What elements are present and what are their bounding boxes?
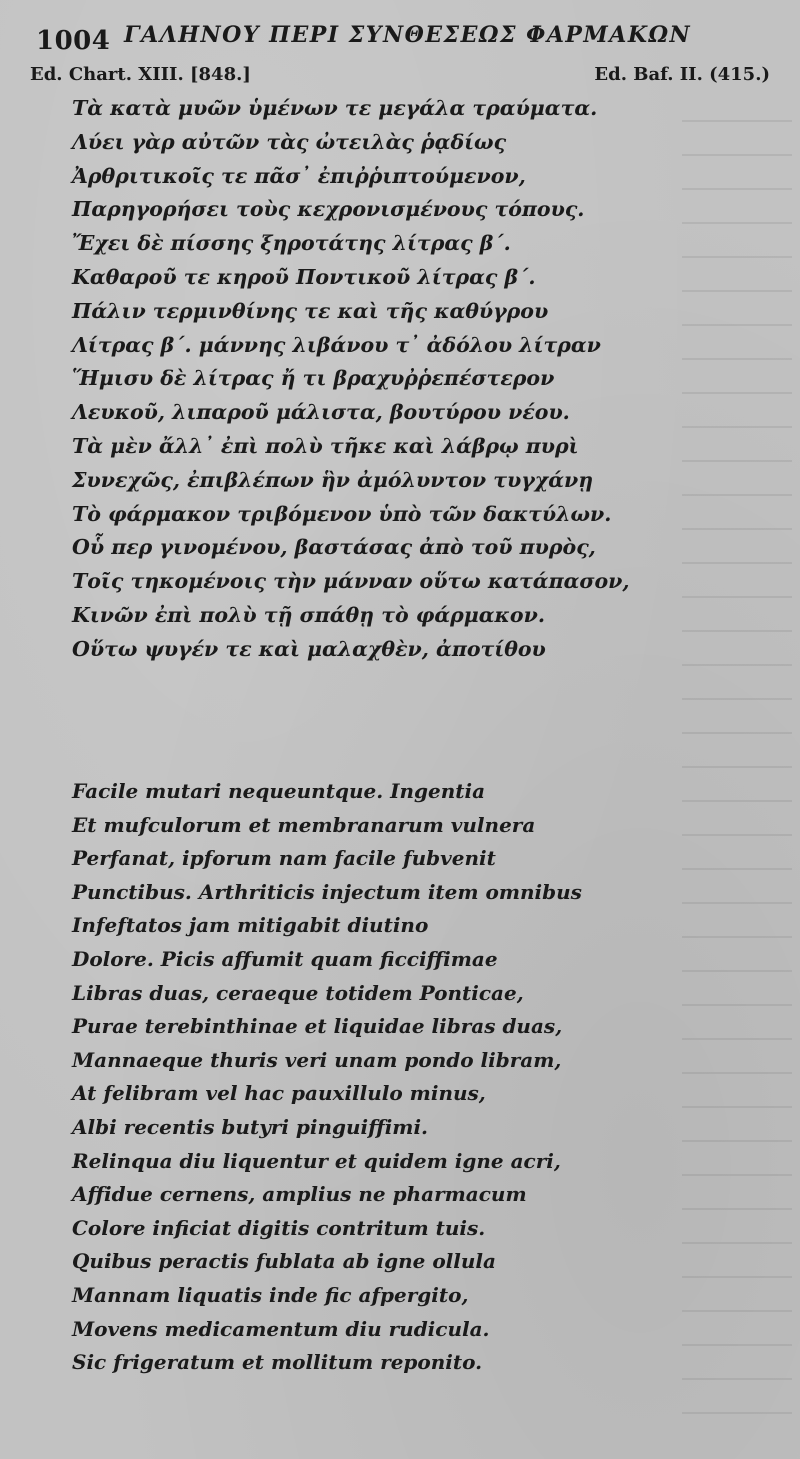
greek-verse-line: Τὰ κατὰ μυῶν ὑμένων τε μεγάλα τραύματα. — [72, 96, 598, 120]
latin-verse-line: Purae terebinthinae et liquidae libras duas, — [72, 1014, 563, 1039]
latin-verse-line: Punctibus. Arthriticis injectum item omnibus — [72, 879, 582, 904]
greek-verse-line: Λύει γὰρ αὐτῶν τὰς ὠτειλὰς ῥᾳδίως — [72, 129, 507, 154]
greek-verse-line: Συνεχῶς, ἐπιβλέπων ἣν ἀμόλυντον τυγχάνῃ — [72, 467, 594, 492]
greek-verse-line: Παρηγορήσει τοὺς κεχρονισμένους τόπους. — [72, 197, 585, 222]
greek-verse-line: Τοῖς τηκομένοις τὴν μάνναν οὕτω κατάπασον, — [72, 569, 630, 594]
latin-verse-line: Facile mutari nequeuntque. Ingentia — [72, 779, 486, 803]
latin-verse-line: Movens medicamentum diu rudicula. — [72, 1316, 490, 1341]
greek-verse-line: Οὗ περ γινομένου, βαστάσας ἀπὸ τοῦ πυρὸς, — [72, 535, 596, 560]
latin-verse-line: Quibus peractis fublata ab igne ollula — [72, 1249, 496, 1274]
greek-verse-line: Πάλιν τερμινθίνης τε καὶ τῆς καθύγρου — [72, 298, 549, 323]
greek-verse-line: Τὰ μὲν ἄλλ᾽ ἐπὶ πολὺ τῆκε καὶ λάβρῳ πυρὶ — [72, 433, 579, 458]
edition-reference-right: Ed. Baf. II. (415.) — [594, 64, 770, 85]
greek-verse-line: Λίτρας β΄. μάννης λιβάνου τ᾽ ἀδόλου λίτραν — [72, 332, 601, 357]
edition-references — [30, 64, 770, 92]
greek-verse-line: Λευκοῦ, λιπαροῦ μάλιστα, βουτύρου νέου. — [72, 400, 570, 425]
latin-verse-line: Libras duas, ceraeque totidem Ponticae, — [72, 980, 524, 1005]
page-number: 1004 — [36, 26, 111, 56]
edition-reference-left: Ed. Chart. XIII. [848.] — [30, 64, 251, 85]
latin-verse-line: Infeftatos jam mitigabit diutino — [72, 913, 429, 938]
greek-verse-line: Οὕτω ψυγέν τε καὶ μαλαχθὲν, ἀποτίθου — [72, 636, 546, 661]
greek-verse-line: Ἀρθριτικοῖς τε πᾶσ᾽ ἐπιῤῥιπτούμενον, — [72, 163, 526, 188]
latin-verse-line: Et mufculorum et membranarum vulnera — [72, 812, 536, 837]
greek-verse-line: Ἥμισυ δὲ λίτρας ἤ τι βραχυῤῥεπέστερον — [72, 366, 555, 391]
latin-verse-line: Mannam liquatis inde fic afpergito, — [72, 1282, 469, 1307]
greek-verse-line: Καθαροῦ τε κηροῦ Ποντικοῦ λίτρας β΄. — [72, 264, 536, 289]
greek-verse-block — [72, 92, 712, 667]
latin-verse-line: Colore inficiat digitis contritum tuis. — [72, 1215, 486, 1240]
latin-verse-block — [72, 775, 712, 1380]
greek-verse-line: Κινῶν ἐπὶ πολὺ τῇ σπάθῃ τὸ φάρμακον. — [72, 602, 545, 627]
latin-verse-line: Sic frigeratum et mollitum reponito. — [72, 1350, 483, 1375]
greek-verse-line: Τὸ φάρμακον τριβόμενον ὑπὸ τῶν δακτύλων. — [72, 501, 612, 526]
running-title: ΓΑΛΗΝΟΥ ΠΕΡΙ ΣΥΝΘΕΣΕΩΣ ΦΑΡΜΑΚΩΝ — [124, 22, 692, 48]
latin-verse-line: Mannaeque thuris veri unam pondo libram, — [72, 1047, 562, 1072]
latin-verse-line: Affidue cernens, amplius ne pharmacum — [72, 1182, 527, 1207]
latin-verse-line: Relinqua diu liquentur et quidem igne acri, — [72, 1148, 561, 1173]
latin-verse-line: Perfanat, ipforum nam facile fubvenit — [72, 846, 496, 871]
latin-verse-line: Dolore. Picis affumit quam ficciffimae — [72, 946, 498, 971]
latin-verse-line: Albi recentis butyri pinguiffimi. — [72, 1114, 429, 1139]
greek-verse-line: Ἔχει δὲ πίσσης ξηροτάτης λίτρας β΄. — [72, 231, 511, 256]
page-header — [36, 16, 766, 56]
latin-verse-line: At felibram vel hac pauxillulo minus, — [72, 1081, 486, 1106]
